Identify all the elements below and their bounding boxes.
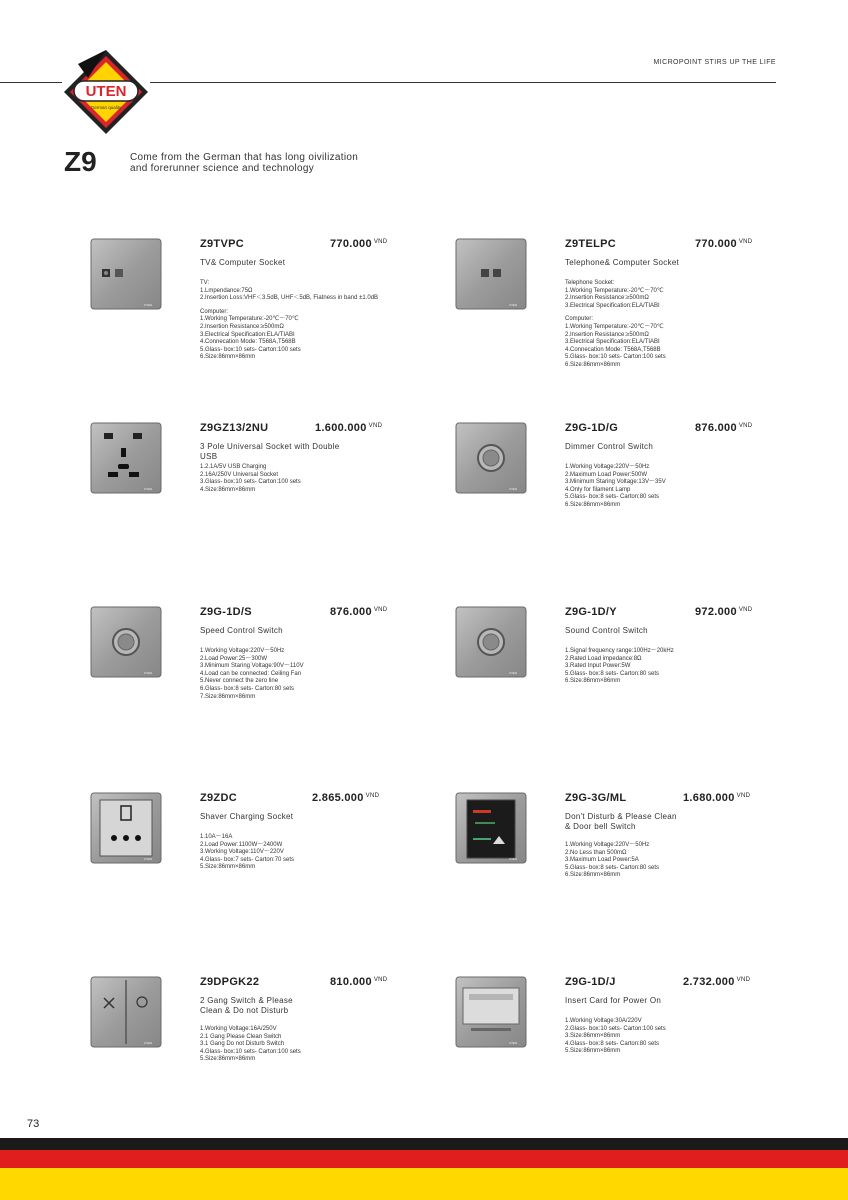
spec-line: 3.Electrical Specification:ELA/TIABI <box>565 339 660 346</box>
spec-line: 2.1 Gang Please Clean Switch <box>200 1033 282 1040</box>
price-value: 2.732.000 <box>683 976 735 988</box>
computer-port-icon <box>115 269 123 277</box>
spec-line: 2.Insertion Resistance:≥500mΩ <box>565 295 649 302</box>
product-specs <box>565 280 785 370</box>
spec-line: 5.Never connect the zero line <box>200 678 279 685</box>
product-name-line: Insert Card for Power On <box>565 996 662 1005</box>
price-value: 2.865.000 <box>312 792 364 804</box>
product-price <box>683 976 750 988</box>
spec-line: 4.Glass- box:8 sets- Carton:80 sets <box>565 1040 660 1047</box>
plate-brand-label: UTEN <box>143 303 153 307</box>
product-specs <box>200 1026 420 1064</box>
spec-line: 6.Size:86mm×86mm <box>565 678 621 685</box>
spec-line: 5.Glass- box:10 sets- Carton:100 sets <box>200 346 301 353</box>
product-specs <box>200 648 420 701</box>
product-specs <box>200 834 420 872</box>
spec-line: 4.Glass- box:10 sets- Carton:100 sets <box>200 1048 301 1055</box>
plate-brand-label: UTEN <box>508 1041 518 1045</box>
product-specs <box>565 464 785 510</box>
product-price <box>330 976 387 988</box>
plate-brand-label: UTEN <box>508 487 518 491</box>
spec-line: 1.Working Voltage:220V～50Hz <box>565 464 650 470</box>
spec-line: 4.Size:86mm×86mm <box>200 486 256 493</box>
product-name-line: Speed Control Switch <box>200 626 283 635</box>
price-value: 770.000 <box>330 238 372 250</box>
usb-port-icon <box>104 433 113 439</box>
usb-port-icon <box>133 433 142 439</box>
currency-label: VND <box>373 607 388 613</box>
spec-line: 6.Glass- box:8 sets- Carton:80 sets <box>200 685 295 692</box>
product-image <box>455 238 527 310</box>
series-intro-line: and forerunner science and technology <box>130 163 314 174</box>
spec-line: 5.Glass- box:8 sets- Carton:80 sets <box>565 494 660 501</box>
spec-line: 3.Maximum Load Power:5A <box>565 857 639 864</box>
spec-line: 1.Working Temperature:-20℃～70℃ <box>565 323 664 330</box>
spec-line: 2.Load Power:1100W～2400W <box>200 841 283 848</box>
product-price <box>695 606 752 618</box>
product-image <box>90 238 162 310</box>
spec-line: 3.Rated Input Power:5W <box>565 663 631 670</box>
status-panel <box>467 800 515 858</box>
spec-line: 2.Glass- box:10 sets- Carton:100 sets <box>565 1025 666 1032</box>
spec-line: 2.Insertion Resistance:≥500mΩ <box>565 331 649 338</box>
product-code: Z9G-3G/ML <box>565 792 627 804</box>
product-price <box>695 422 752 434</box>
plate-brand-label: UTEN <box>508 303 518 307</box>
spec-line: 2.Maximum Load Power:500W <box>565 471 648 478</box>
product-image <box>90 976 162 1048</box>
spec-line: Telephone Socket: <box>565 280 615 286</box>
spec-line: Computer: <box>200 308 229 315</box>
product-price <box>315 422 382 434</box>
product-price <box>695 238 752 250</box>
telephone-port-icon <box>481 269 489 277</box>
series-intro <box>130 152 430 174</box>
product-name-line: Shaver Charging Socket <box>200 812 294 821</box>
price-value: 876.000 <box>695 422 737 434</box>
product-name <box>565 258 715 268</box>
spec-line: Computer: <box>565 316 594 323</box>
product-price <box>330 606 387 618</box>
spec-line: 2.Insertion Loss:VHF＜3.5dB, UHF＜5dB, Fiatness in band ±1.0dB <box>200 295 379 302</box>
computer-port-icon <box>493 269 501 277</box>
spec-line: 5.Size:86mm×86mm <box>200 1056 256 1063</box>
spec-line: 6.Size:86mm×86mm <box>565 501 621 508</box>
series-intro-line: Come from the German that has long oivilization <box>130 152 359 163</box>
product-name <box>565 996 715 1006</box>
spec-line: 5.Size:86mm×86mm <box>200 864 256 871</box>
product-image <box>455 976 527 1048</box>
product-image <box>455 792 527 864</box>
product-code: Z9GZ13/2NU <box>200 422 269 434</box>
spec-line: 3.Minimum Staring Voltage:90V～110V <box>200 663 304 670</box>
product-price <box>312 792 379 804</box>
spec-line: 1.Working Temperature:-20℃～70℃ <box>565 287 664 294</box>
page-number: 73 <box>27 1118 40 1130</box>
header-rule-left <box>0 82 62 83</box>
product-price <box>330 238 387 250</box>
spec-line: 5.Glass- box:8 sets- Carton:80 sets <box>565 670 660 677</box>
spec-line: 6.Size:86mm×86mm <box>565 361 621 368</box>
currency-label: VND <box>738 239 753 245</box>
spec-line: 3.Electrical Specification:ELA/TIABI <box>565 302 660 309</box>
product-name <box>200 812 350 822</box>
currency-label: VND <box>368 423 383 429</box>
spec-line: 1.Working Voltage:30A/220V <box>565 1018 642 1024</box>
spec-line: 4.Connecation Mode: T568A,T568B <box>565 346 661 353</box>
product-name <box>565 626 715 636</box>
product-name-line: 2 Gang Switch & Please <box>200 996 293 1005</box>
spec-line: 1.Working Voltage:16A/250V <box>200 1026 277 1032</box>
spec-line: 6.Size:86mm×86mm <box>200 354 256 361</box>
tagline: MICROPOINT STIRS UP THE LIFE <box>653 59 776 66</box>
spec-line: 2.16A/250V Universal Socket <box>200 471 279 478</box>
currency-label: VND <box>738 423 753 429</box>
card-slot <box>463 988 519 1024</box>
price-value: 1.680.000 <box>683 792 735 804</box>
price-value: 770.000 <box>695 238 737 250</box>
spec-line: 2.Rated Load impedance:8Ω <box>565 655 642 662</box>
product-price <box>683 792 750 804</box>
spec-line: 7.Size:86mm×86mm <box>200 693 256 700</box>
spec-line: 5.Glass- box:8 sets- Carton:80 sets <box>565 864 660 871</box>
product-name-line: Sound Control Switch <box>565 626 648 635</box>
spec-line: TV: <box>200 280 210 286</box>
product-name <box>200 258 350 268</box>
spec-line: 3.Size:86mm×86mm <box>565 1033 621 1040</box>
product-name-line: Telephone& Computer Socket <box>565 258 680 267</box>
product-name-line: Clean & Do not Disturb <box>200 1006 289 1015</box>
logo-brand-text: UTEN <box>85 83 127 100</box>
spec-line: 3.Glass- box:10 sets- Carton:100 sets <box>200 479 301 486</box>
plate-brand-label: UTEN <box>143 1041 153 1045</box>
logo-sub-text: German quality <box>90 105 122 110</box>
spec-line: 3.Working Voltage:110V～220V <box>200 849 284 856</box>
product-code: Z9G-1D/Y <box>565 606 617 618</box>
product-image <box>455 422 527 494</box>
spec-line: 1.Lmpendance:75Ω <box>200 287 253 294</box>
spec-line: 2.Load Power:25～300W <box>200 655 268 662</box>
spec-line: 5.Glass- box:10 sets- Carton:100 sets <box>565 354 666 361</box>
spec-line: 5.Size:86mm×86mm <box>565 1048 621 1055</box>
product-image <box>90 792 162 864</box>
product-code: Z9G-1D/G <box>565 422 619 434</box>
price-value: 972.000 <box>695 606 737 618</box>
product-code: Z9G-1D/J <box>565 976 616 988</box>
product-name <box>200 626 350 636</box>
spec-line: 3.Minimum Staring Voltage:13V～35V <box>565 479 666 486</box>
spec-line: 4.Glass- box:7 sets- Carton:70 sets <box>200 856 295 863</box>
product-code: Z9DPGK22 <box>200 976 260 988</box>
spec-line: 4.Only for filament Lamp <box>565 486 631 493</box>
spec-line: 2.Insertion Resistance:≥500mΩ <box>200 323 284 330</box>
product-name <box>200 442 350 462</box>
spec-line: 1.Working Voltage:220V～50Hz <box>200 648 285 654</box>
product-code: Z9TVPC <box>200 238 244 250</box>
product-code: Z9TELPC <box>565 238 616 250</box>
outlet-slot-icon <box>121 448 126 457</box>
spec-line: 6.Size:86mm×86mm <box>565 872 621 879</box>
product-name <box>565 442 715 452</box>
product-code: Z9G-1D/S <box>200 606 252 618</box>
product-name-line: Don't Disturb & Please Clean <box>565 812 677 821</box>
spec-line: 1.2.1A/5V USB Charging <box>200 464 267 470</box>
currency-label: VND <box>736 977 751 983</box>
product-specs <box>565 648 785 686</box>
spec-line: 1.Working Temperature:-20℃～70℃ <box>200 316 299 323</box>
footer-stripe-black <box>0 1138 848 1150</box>
product-specs <box>200 464 420 494</box>
spec-line: 4.Load can be connected: Ceiling Fan <box>200 670 302 677</box>
footer-stripe-red <box>0 1150 848 1168</box>
price-value: 876.000 <box>330 606 372 618</box>
plate-brand-label: UTEN <box>143 857 153 861</box>
spec-line: 2.No Less than 500mΩ <box>565 849 627 856</box>
product-name-line: TV& Computer Socket <box>200 258 286 267</box>
plate-brand-label: UTEN <box>143 671 153 675</box>
spec-line: 3.Electrical Specification:ELA/TIABI <box>200 331 295 338</box>
product-name-line: Dimmer Control Switch <box>565 442 654 451</box>
currency-label: VND <box>738 607 753 613</box>
spec-line: 1.Signal frequency range:100Hz～20kHz <box>565 648 674 654</box>
spec-line: 3.1 Gang Do not Disturb Switch <box>200 1041 285 1048</box>
product-specs <box>565 1018 785 1056</box>
product-name <box>565 812 715 832</box>
product-name <box>200 996 350 1016</box>
footer-stripe-yellow <box>0 1168 848 1200</box>
product-image <box>90 422 162 494</box>
plate-brand-label: UTEN <box>143 487 153 491</box>
spec-line: 1.Working Voltage:220V～50Hz <box>565 842 650 848</box>
product-name-line: 3 Pole Universal Socket with Double USB <box>200 442 340 461</box>
header-rule-right <box>150 82 776 83</box>
currency-label: VND <box>365 793 380 799</box>
spec-line: 4.Connecation Mode: T568A,T568B <box>200 339 296 346</box>
product-code: Z9ZDC <box>200 792 237 804</box>
uten-logo <box>58 44 154 140</box>
price-value: 1.600.000 <box>315 422 367 434</box>
plate-brand-label: UTEN <box>508 857 518 861</box>
product-specs <box>200 280 420 362</box>
price-value: 810.000 <box>330 976 372 988</box>
plate-brand-label: UTEN <box>508 671 518 675</box>
product-specs <box>565 842 785 880</box>
series-code: Z9 <box>64 146 97 177</box>
product-image <box>90 606 162 678</box>
spec-line: 1.10A～16A <box>200 834 233 840</box>
product-name-line: & Door bell Switch <box>565 822 636 831</box>
product-image <box>455 606 527 678</box>
currency-label: VND <box>373 977 388 983</box>
currency-label: VND <box>736 793 751 799</box>
currency-label: VND <box>373 239 388 245</box>
